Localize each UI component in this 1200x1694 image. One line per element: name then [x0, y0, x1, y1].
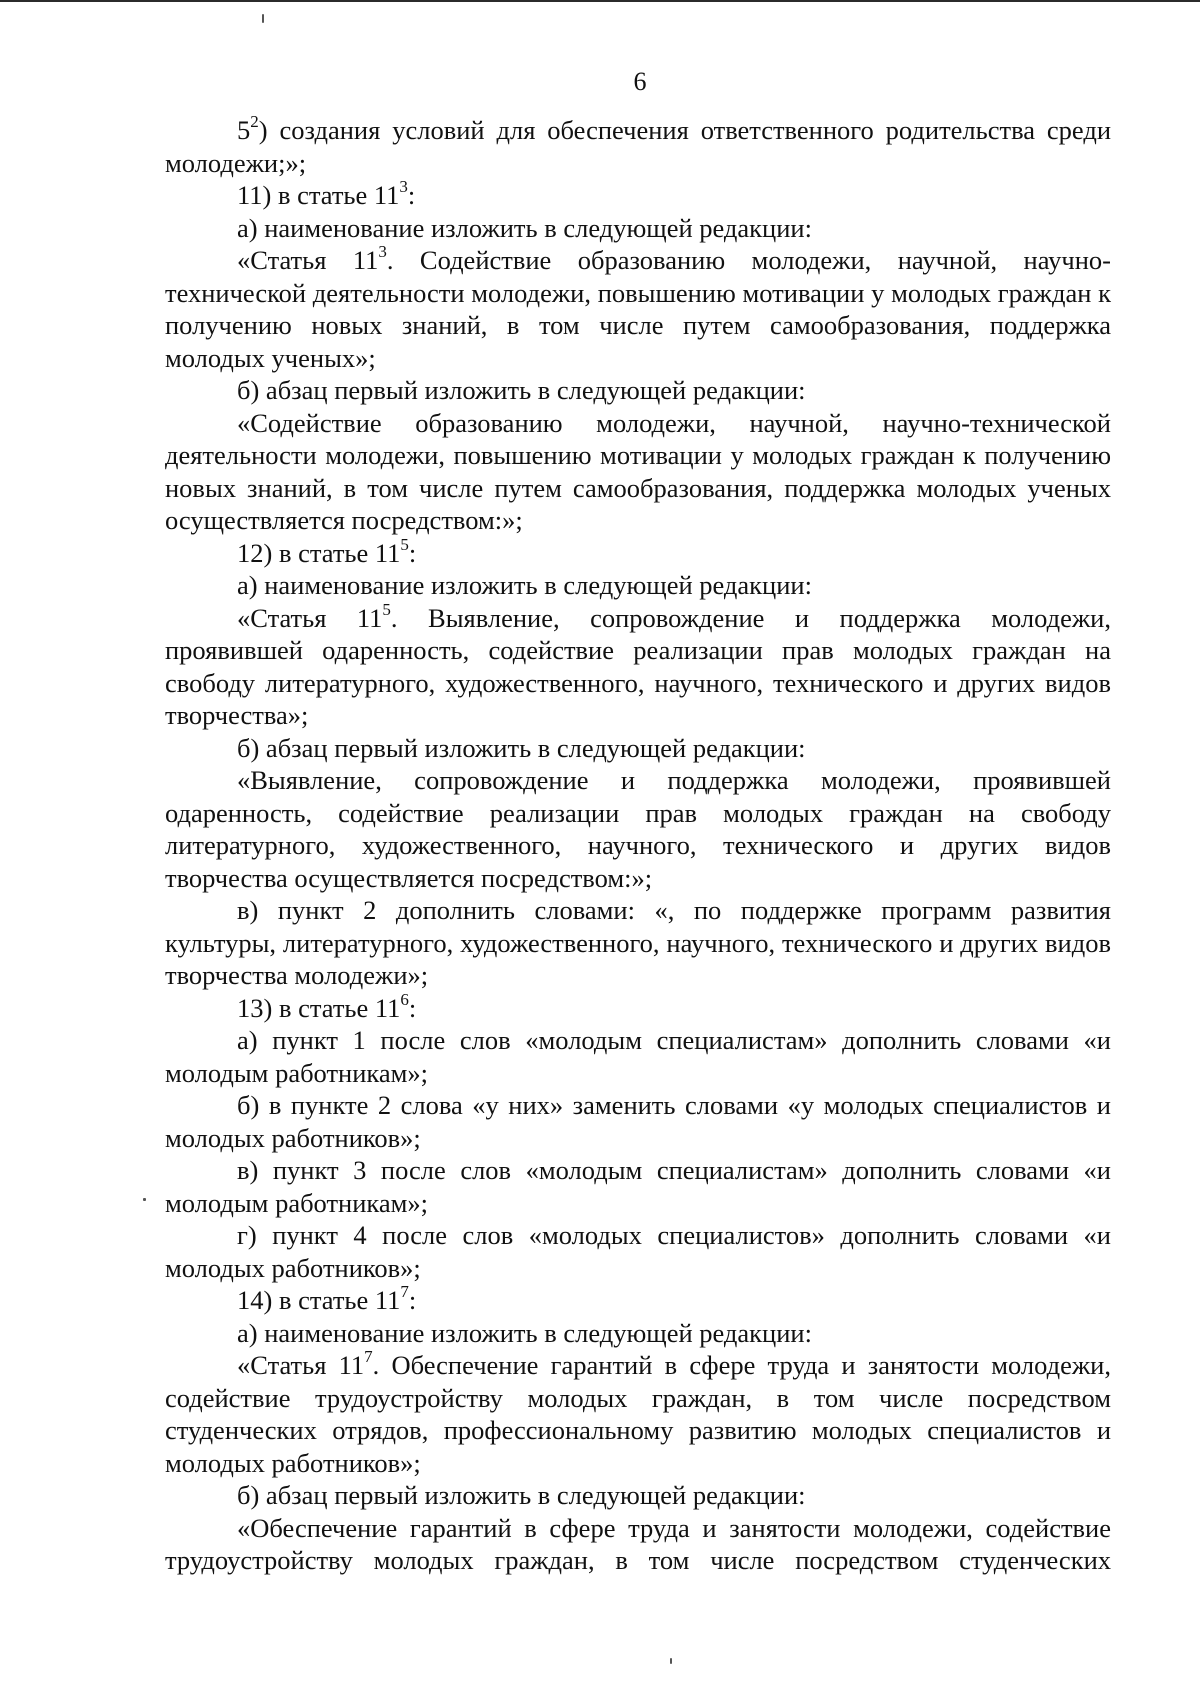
paragraph: в) пункт 2 дополнить словами: «, по поддержке программ развития культуры, литературного, художественного, научного, технического и других видов творчества молодежи»;: [165, 895, 1111, 990]
page-number: 6: [633, 67, 647, 96]
scan-top-edge: [0, 0, 1200, 2]
paragraph: «Статья $11^7$. Обеспечение гарантий в сфере труда и занятости молодежи, содействие трудоустройству молодых граждан, в том числе посредством студенческих отрядов, профессиональному развитию молодых специалистов и молодых работников»;: [165, 1347, 1111, 1478]
scan-speck: [670, 1658, 672, 1664]
paragraph: «Статья $11^5$. Выявление, сопровождение и поддержка молодежи, проявившей одаренность, содействие реализации прав молодых граждан на свободу литературного, художественного, научного, технического и других видов творчества»;: [165, 599, 1111, 730]
paragraph: б) в пункте 2 слова «у них» заменить словами «у молодых специалистов и молодых работников»;: [165, 1090, 1111, 1153]
paragraph: б) абзац первый изложить в следующей редакции:: [237, 375, 806, 405]
paragraph: б) абзац первый изложить в следующей редакции:: [237, 1480, 806, 1510]
paragraph: а) наименование изложить в следующей редакции:: [237, 1317, 812, 1348]
paragraph: 13) в статье $11^6$:: [237, 989, 417, 1023]
paragraph: а) наименование изложить в следующей редакции:: [237, 212, 812, 243]
paragraph: г) пункт 4 после слов «молодых специалистов» дополнить словами «и молодых работников»;: [165, 1220, 1111, 1283]
paragraph: «Статья $11^3$. Содействие образованию молодежи, научной, научно-технической деятельности молодежи, повышению мотивации у молодых граждан к получению новых знаний, в том числе путем самообразования, поддержка молодых ученых»;: [165, 242, 1111, 373]
paragraph: $5^2$) создания условий для обеспечения ответственного родительства среди молодежи;»;: [165, 112, 1111, 178]
paragraph: б) абзац первый изложить в следующей редакции:: [237, 732, 806, 763]
paragraph: 14) в статье $11^7$:: [237, 1282, 417, 1315]
paragraph: а) наименование изложить в следующей редакции:: [237, 570, 812, 600]
document-body: [165, 114, 1111, 1577]
paragraph: 12) в статье $11^5$:: [237, 534, 417, 568]
paragraph: «Выявление, сопровождение и поддержка молодежи, проявившей одаренность, содействие реализации прав молодых граждан на свободу литературного, художественного, научного, технического и других видов творчества осуществляется посредством:»;: [165, 765, 1111, 893]
scan-speck: [143, 1198, 146, 1201]
paragraph-continued: «Обеспечение гарантий в сфере труда и занятости молодежи, содействие трудоустройству молодых граждан, в том числе посредством студенческих: [165, 1512, 1111, 1575]
paragraph: 11) в статье $11^3$:: [237, 177, 416, 210]
paragraph: «Содействие образованию молодежи, научной, научно-технической деятельности молодежи, повышению мотивации у молодых граждан к получению новых знаний, в том числе путем самообразования, поддержка молодых ученых осуществляется посредством:»;: [165, 407, 1111, 535]
paragraph: в) пункт 3 после слов «молодым специалистам» дополнить словами «и молодым работникам»;: [165, 1155, 1111, 1218]
scan-speck: [262, 14, 264, 23]
paragraph: а) пункт 1 после слов «молодым специалистам» дополнить словами «и молодым работникам»;: [165, 1025, 1111, 1088]
